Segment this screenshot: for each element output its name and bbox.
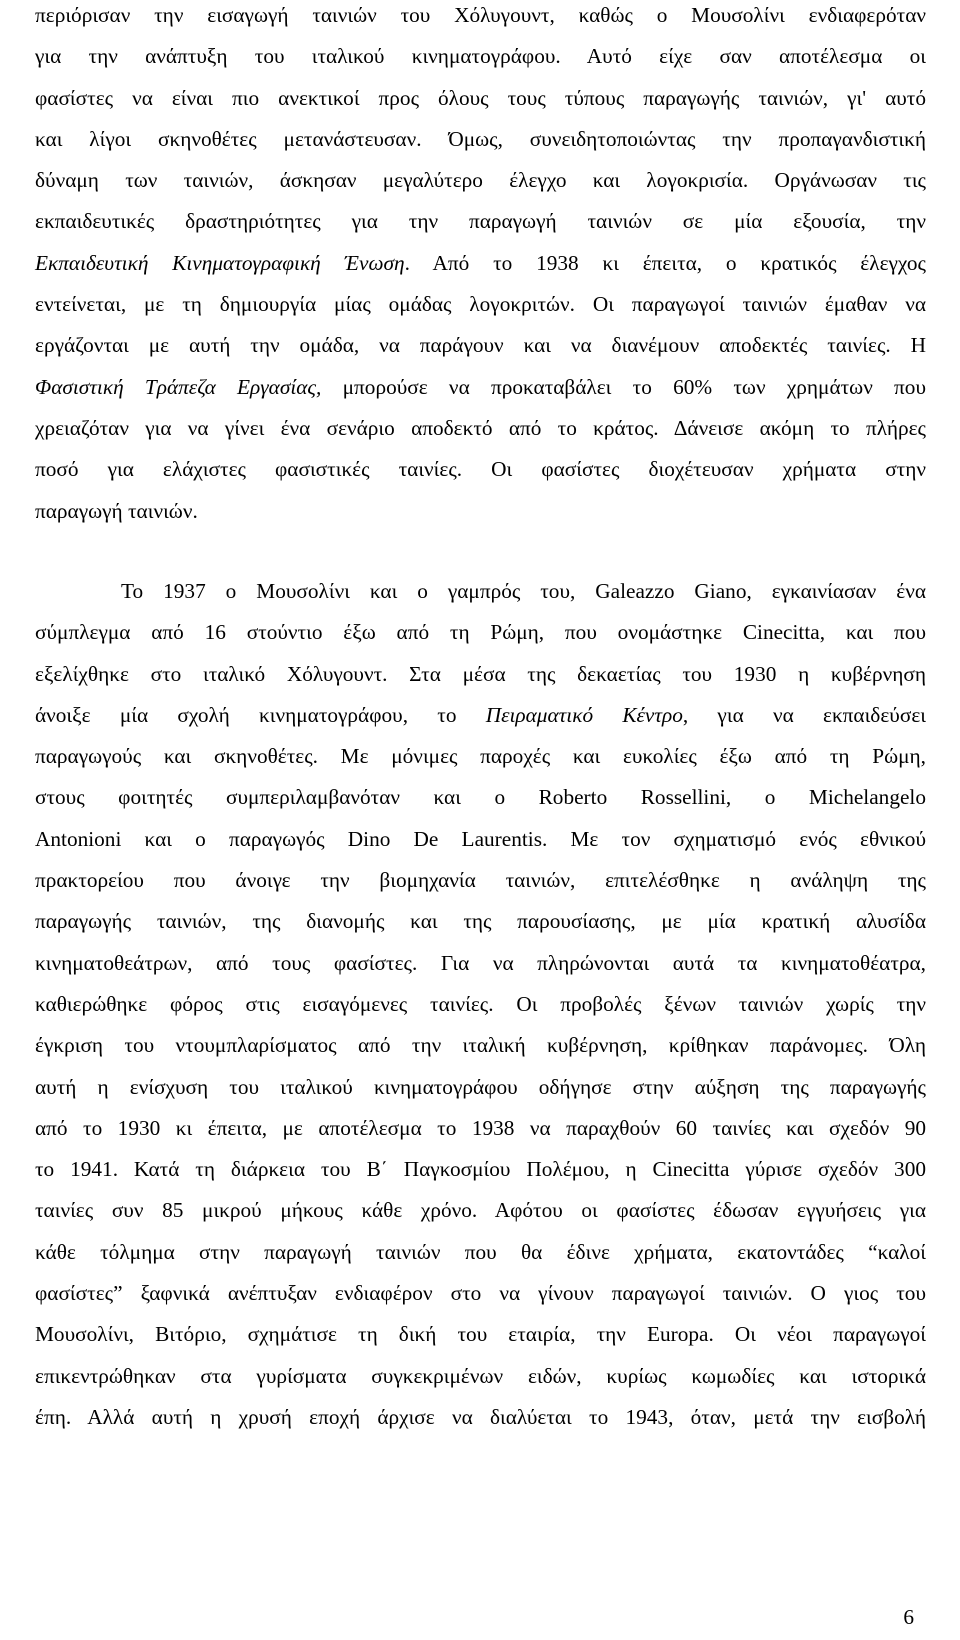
- text-line: περιόρισαν την εισαγωγή ταινιών του Χόλυγουντ, καθώς ο Μουσολίνι ενδιαφερόταν: [35, 3, 926, 27]
- text-line: [35, 367, 926, 408]
- text-line: χρειαζόταν για να γίνει ένα σενάριο αποδεκτό από το κράτος. Δάνεισε ακόμη το πλήρες: [35, 415, 926, 440]
- paragraph-2: [35, 571, 926, 1438]
- text-line: σύμπλεγμα από 16 στούντιο έξω από τη Ρώμη, που ονομάστηκε Cinecitta, και που: [35, 620, 926, 645]
- page-number: 6: [903, 1605, 914, 1629]
- text-line: έπη. Αλλά αυτή η χρυσή εποχή άρχισε να διαλύεται το 1943, όταν, μετά την εισβολή: [35, 1404, 926, 1429]
- paragraph-1: [35, 0, 926, 532]
- text-line: και λίγοι σκηνοθέτες μετανάστευσαν. Όμως, συνειδητοποιώντας την προπαγανδιστική: [35, 126, 926, 151]
- text-line: εργάζονται με αυτή την ομάδα, να παράγουν και να διανέμουν αποδεκτές ταινίες. Η: [35, 333, 926, 358]
- text-line: από το 1930 κι έπειτα, με αποτέλεσμα το 1938 να παραχθούν 60 ταινίες και σχεδόν 90: [35, 1115, 926, 1140]
- text-run: μπορούσε να προκαταβάλει το 60% των χρημάτων που: [321, 374, 927, 399]
- text-line: παραγωγούς και σκηνοθέτες. Με μόνιμες παροχές και ευκολίες έξω από τη Ρώμη,: [35, 744, 926, 769]
- text-line: κάθε τόλμημα στην παραγωγή ταινιών που θα έδινε χρήματα, εκατοντάδες “καλοί: [35, 1239, 926, 1264]
- text-line: [35, 695, 926, 736]
- text-line: για την ανάπτυξη του ιταλικού κινηματογράφου. Αυτό είχε σαν αποτέλεσμα οι: [35, 44, 926, 69]
- italic-term: Εκπαιδευτική Κινηματογραφική Ένωση: [35, 250, 405, 275]
- italic-term: Πειραματικό Κέντρο: [485, 702, 683, 727]
- text-line: εντείνεται, με τη δημιουργία μίας ομάδας λογοκριτών. Οι παραγωγοί ταινιών έμαθαν να: [35, 292, 926, 317]
- text-line: το 1941. Κατά τη διάρκεια του Β΄ Παγκοσμίου Πολέμου, η Cinecitta γύρισε σχεδόν 300: [35, 1157, 926, 1182]
- text-run: , για να εκπαιδεύσει: [682, 702, 926, 727]
- text-line: αυτή η ενίσχυση του ιταλικού κινηματογράφου οδήγησε στην αύξηση της παραγωγής: [35, 1074, 926, 1099]
- text-line: στους φοιτητές συμπεριλαμβανόταν και ο Roberto Rossellini, ο Michelangelo: [35, 785, 926, 810]
- text-line: φασίστες να είναι πιο ανεκτικοί προς όλους τους τύπους παραγωγής ταινιών, γι' αυτό: [35, 85, 926, 110]
- text-line: φασίστες” ξαφνικά ανέπτυξαν ενδιαφέρον στο να γίνουν παραγωγοί ταινιών. Ο γιος του: [35, 1281, 926, 1306]
- text-line: εκπαιδευτικές δραστηριότητες για την παραγωγή ταινιών σε μία εξουσία, την: [35, 209, 926, 234]
- text-line: δύναμη των ταινιών, άσκησαν μεγαλύτερο έλεγχο και λογοκρισία. Οργάνωσαν τις: [35, 168, 926, 193]
- text-line: έγκριση του ντουμπλαρίσματος από την ιταλική κυβέρνηση, κρίθηκαν παράνομες. Όλη: [35, 1033, 926, 1058]
- text-line: εξελίχθηκε στο ιταλικό Χόλυγουντ. Στα μέσα της δεκαετίας του 1930 η κυβέρνηση: [35, 661, 926, 686]
- text-run: . Από το 1938 κι έπειτα, ο κρατικός έλεγχος: [404, 250, 926, 275]
- text-line: επικεντρώθηκαν στα γυρίσματα συγκεκριμένων ειδών, κυρίως κωμωδίες και ιστορικά: [35, 1363, 926, 1388]
- text-line: παραγωγής ταινιών, της διανομής και της παρουσίασης, με μία κρατική αλυσίδα: [35, 909, 926, 934]
- text-line: παραγωγή ταινιών.: [35, 498, 198, 523]
- text-line: [35, 243, 926, 284]
- text-line: Μουσολίνι, Βιτόριο, σχημάτισε τη δική του εταιρία, την Europa. Οι νέοι παραγωγοί: [35, 1322, 926, 1347]
- text-line: Antonioni και ο παραγωγός Dino De Laurentis. Με τον σχηματισμό ενός εθνικού: [35, 826, 926, 851]
- text-run: άνοιξε μία σχολή κινηματογράφου, το: [35, 702, 486, 727]
- text-line: κινηματοθεάτρων, από τους φασίστες. Για να πληρώνονται αυτά τα κινηματοθέατρα,: [35, 950, 926, 975]
- text-line: ποσό για ελάχιστες φασιστικές ταινίες. Οι φασίστες διοχέτευσαν χρήματα στην: [35, 457, 926, 482]
- text-line: Το 1937 ο Μουσολίνι και ο γαμπρός του, Galeazzo Giano, εγκαινίασαν ένα: [121, 579, 926, 603]
- text-line: ταινίες συν 85 μικρού μήκους κάθε χρόνο. Αφότου οι φασίστες έδωσαν εγγυήσεις για: [35, 1198, 926, 1223]
- italic-term: Φασιστική Τράπεζα Εργασίας,: [35, 374, 322, 399]
- text-line: καθιερώθηκε φόρος στις εισαγόμενες ταινίες. Οι προβολές ξένων ταινιών χωρίς την: [35, 991, 926, 1016]
- text-line: πρακτορείου που άνοιγε την βιομηχανία ταινιών, επιτελέσθηκε η ανάληψη της: [35, 868, 926, 893]
